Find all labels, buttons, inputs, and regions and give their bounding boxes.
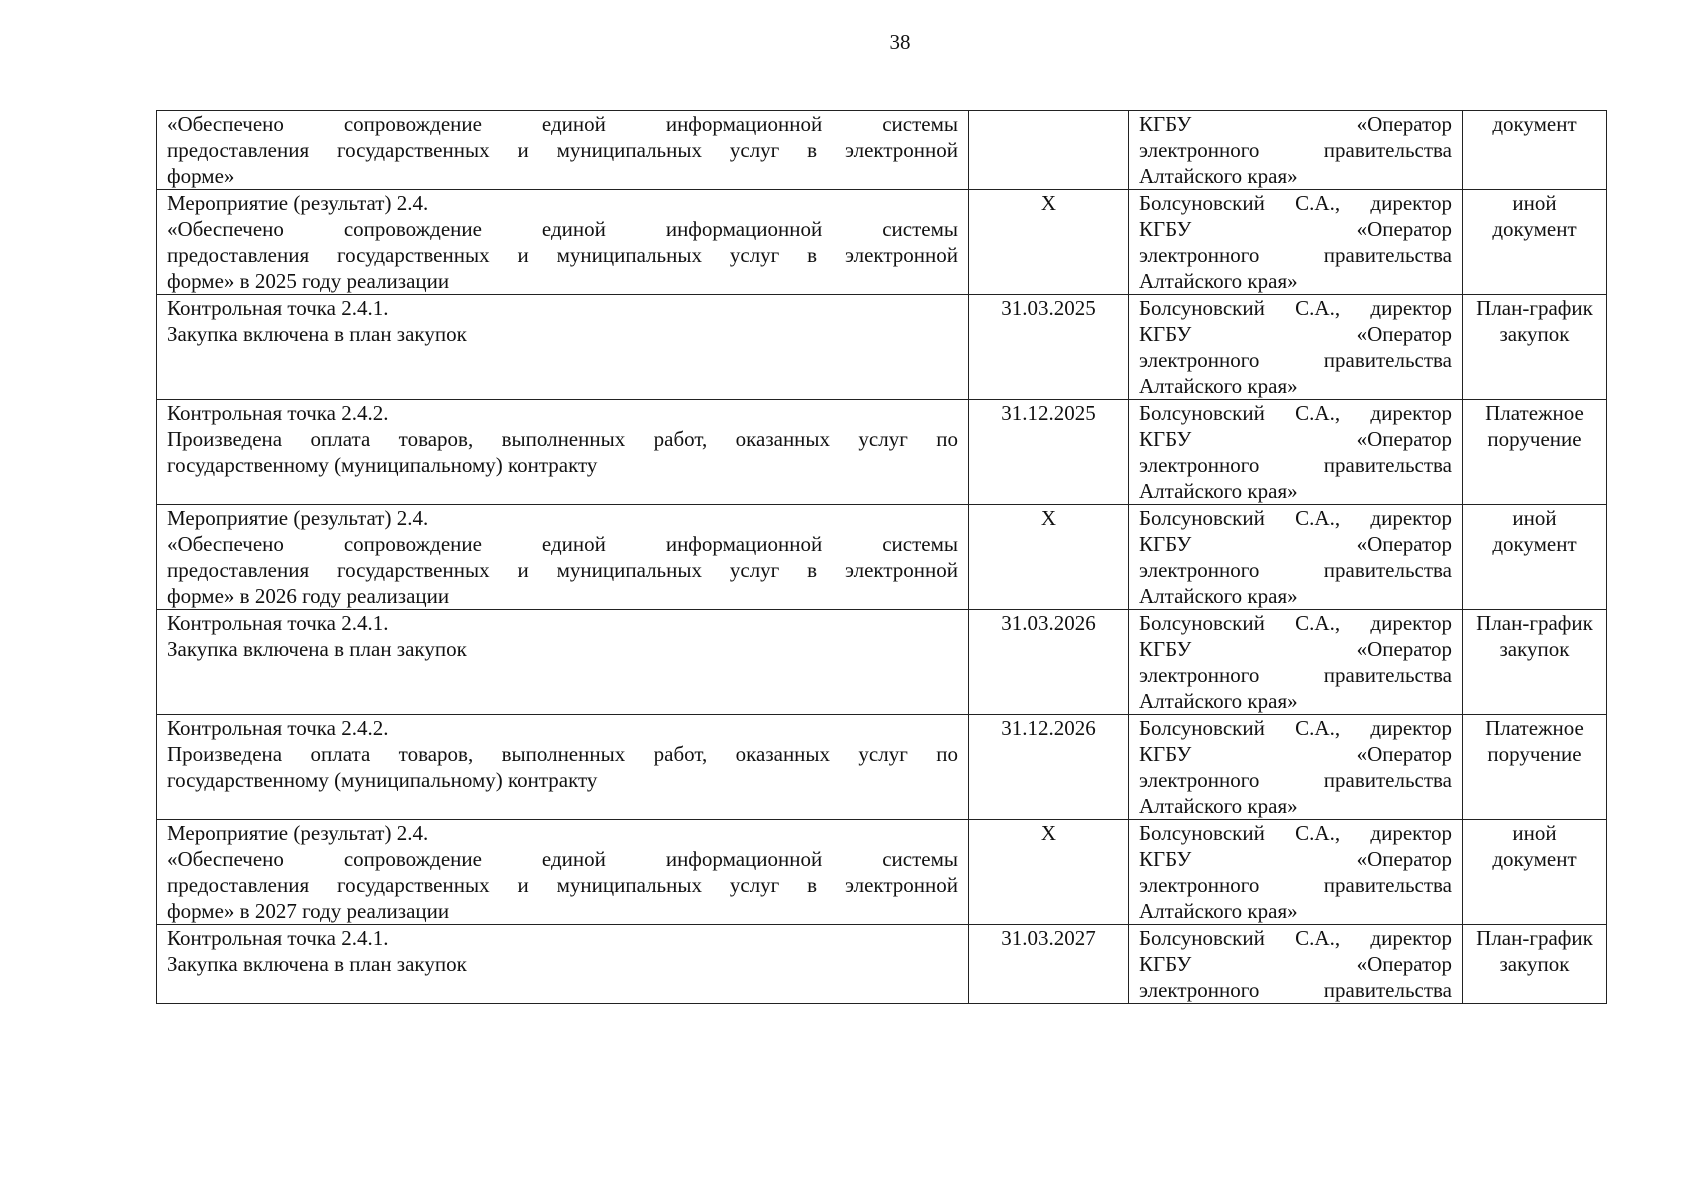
description-line: Закупка включена в план закупок [167,322,467,346]
cell-document-type [1463,610,1607,715]
cell-document-type [1463,925,1607,1004]
cell-deadline: X [969,190,1129,295]
document-line: документ [1492,847,1577,871]
description-line: Мероприятие (результат) 2.4. [167,821,429,845]
table-row [157,190,1607,295]
description-line: форме» [167,164,235,188]
description-line: Контрольная точка 2.4.2. [167,716,389,740]
cell-description [157,505,969,610]
document-line: поручение [1487,742,1582,766]
responsible-line: Алтайского края» [1139,269,1298,293]
responsible-line: электронного правительства [1139,873,1452,897]
table-row [157,715,1607,820]
cell-description [157,190,969,295]
description-line: Закупка включена в план закупок [167,637,467,661]
responsible-line: КГБУ «Оператор [1139,427,1452,451]
cell-deadline: 31.12.2026 [969,715,1129,820]
document-line: поручение [1487,427,1582,451]
cell-description [157,295,969,400]
cell-responsible [1129,295,1463,400]
document-line: документ [1492,532,1577,556]
responsible-line: КГБУ «Оператор [1139,742,1452,766]
cell-deadline [969,111,1129,190]
document-line: Платежное [1485,716,1584,740]
responsible-line: КГБУ «Оператор [1139,847,1452,871]
responsible-line: Алтайского края» [1139,164,1298,188]
document-line: документ [1492,217,1577,241]
table-row [157,925,1607,1004]
document-line: закупок [1499,322,1570,346]
responsible-line: Алтайского края» [1139,584,1298,608]
responsible-line: электронного правительства [1139,768,1452,792]
cell-deadline: 31.03.2027 [969,925,1129,1004]
document-line: иной [1512,821,1557,845]
cell-description [157,400,969,505]
responsible-line: Алтайского края» [1139,479,1298,503]
responsible-line: Болсуновский С.А., директор [1139,296,1452,320]
document-line: План-график [1476,611,1593,635]
cell-deadline: 31.12.2025 [969,400,1129,505]
cell-deadline: 31.03.2026 [969,610,1129,715]
description-line: «Обеспечено сопровождение единой информационной системы [167,112,958,136]
responsible-line: КГБУ «Оператор [1139,217,1452,241]
document-line: иной [1512,506,1557,530]
cell-document-type [1463,295,1607,400]
description-line: предоставления государственных и муниципальных услуг в электронной [167,873,958,897]
plan-table-body [157,111,1607,1004]
description-line: государственному (муниципальному) контракту [167,453,598,477]
cell-deadline: X [969,820,1129,925]
description-line: государственному (муниципальному) контракту [167,768,598,792]
description-line: Мероприятие (результат) 2.4. [167,191,429,215]
responsible-line: Болсуновский С.А., директор [1139,716,1452,740]
cell-description [157,111,969,190]
description-line: «Обеспечено сопровождение единой информационной системы [167,532,958,556]
description-line: Контрольная точка 2.4.1. [167,926,389,950]
cell-responsible [1129,715,1463,820]
description-line: Контрольная точка 2.4.1. [167,611,389,635]
description-line: форме» в 2027 году реализации [167,899,450,923]
responsible-line: КГБУ «Оператор [1139,532,1452,556]
description-line: Произведена оплата товаров, выполненных работ, оказанных услуг по [167,427,958,451]
document-line: документ [1492,112,1577,136]
cell-responsible [1129,925,1463,1004]
cell-document-type [1463,111,1607,190]
description-line: предоставления государственных и муниципальных услуг в электронной [167,243,958,267]
document-line: закупок [1499,952,1570,976]
cell-deadline: 31.03.2025 [969,295,1129,400]
cell-responsible [1129,190,1463,295]
cell-document-type [1463,505,1607,610]
cell-document-type [1463,190,1607,295]
cell-description [157,715,969,820]
cell-document-type [1463,400,1607,505]
description-line: форме» в 2025 году реализации [167,269,450,293]
responsible-line: КГБУ «Оператор [1139,637,1452,661]
cell-document-type [1463,715,1607,820]
table-row [157,111,1607,190]
responsible-line: электронного правительства [1139,348,1452,372]
responsible-line: Алтайского края» [1139,899,1298,923]
responsible-line: электронного правительства [1139,453,1452,477]
responsible-line: электронного правительства [1139,243,1452,267]
responsible-line: Алтайского края» [1139,689,1298,713]
cell-responsible [1129,610,1463,715]
responsible-line: электронного правительства [1139,663,1452,687]
cell-responsible [1129,505,1463,610]
responsible-line: Болсуновский С.А., директор [1139,401,1452,425]
table-row [157,610,1607,715]
description-line: Мероприятие (результат) 2.4. [167,506,429,530]
document-line: Платежное [1485,401,1584,425]
cell-responsible [1129,400,1463,505]
document-line: закупок [1499,637,1570,661]
responsible-line: Болсуновский С.А., директор [1139,611,1452,635]
cell-description [157,925,969,1004]
plan-table [156,110,1607,1004]
cell-responsible [1129,111,1463,190]
table-row [157,400,1607,505]
document-line: План-график [1476,296,1593,320]
responsible-line: электронного правительства [1139,558,1452,582]
table-row [157,295,1607,400]
description-line: «Обеспечено сопровождение единой информационной системы [167,217,958,241]
responsible-line: КГБУ «Оператор [1139,322,1452,346]
cell-document-type [1463,820,1607,925]
description-line: Контрольная точка 2.4.2. [167,401,389,425]
description-line: Закупка включена в план закупок [167,952,467,976]
description-line: Контрольная точка 2.4.1. [167,296,389,320]
document-line: План-график [1476,926,1593,950]
responsible-line: КГБУ «Оператор [1139,952,1452,976]
responsible-line: Болсуновский С.А., директор [1139,191,1452,215]
page-number: 38 [889,30,911,54]
cell-deadline: X [969,505,1129,610]
table-row [157,505,1607,610]
cell-responsible [1129,820,1463,925]
responsible-line: электронного правительства [1139,138,1452,162]
responsible-line: Болсуновский С.А., директор [1139,926,1452,950]
cell-description [157,820,969,925]
description-line: предоставления государственных и муниципальных услуг в электронной [167,558,958,582]
description-line: «Обеспечено сопровождение единой информационной системы [167,847,958,871]
responsible-line: КГБУ «Оператор [1139,112,1452,136]
responsible-line: Алтайского края» [1139,374,1298,398]
description-line: предоставления государственных и муниципальных услуг в электронной [167,138,958,162]
table-row [157,820,1607,925]
cell-description [157,610,969,715]
responsible-line: Алтайского края» [1139,794,1298,818]
responsible-line: Болсуновский С.А., директор [1139,506,1452,530]
description-line: форме» в 2026 году реализации [167,584,450,608]
document-line: иной [1512,191,1557,215]
responsible-line: Болсуновский С.А., директор [1139,821,1452,845]
responsible-line: электронного правительства [1139,978,1452,1002]
description-line: Произведена оплата товаров, выполненных работ, оказанных услуг по [167,742,958,766]
